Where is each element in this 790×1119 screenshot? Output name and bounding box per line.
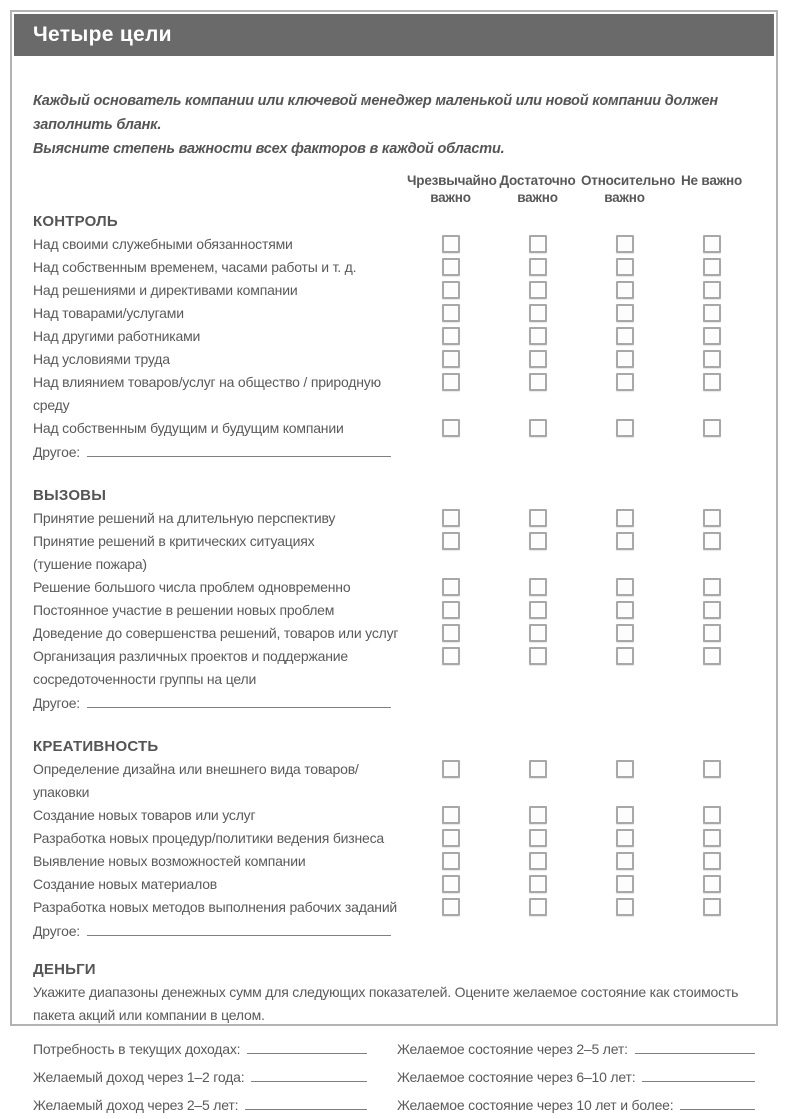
checkbox[interactable] — [529, 647, 547, 665]
item-label-line: Создание новых материалов — [33, 876, 218, 892]
form-page — [10, 10, 778, 1113]
item-label-line: Постоянное участие в решении новых проблем — [33, 602, 335, 618]
checkbox[interactable] — [442, 304, 460, 322]
money-intro-line: Укажите диапазоны денежных сумм для следующих показателей. Оцените желаемое состояние как стоимость — [33, 984, 739, 1000]
item-row — [33, 599, 755, 622]
checkbox[interactable] — [442, 624, 460, 642]
money-fill-line[interactable] — [251, 1062, 367, 1082]
checkbox[interactable] — [442, 875, 460, 893]
checkbox-cell — [407, 691, 494, 714]
checkbox-cell — [668, 896, 755, 919]
item-row — [33, 645, 755, 691]
item-label — [33, 576, 407, 599]
item-row — [33, 576, 755, 599]
checkbox[interactable] — [442, 806, 460, 824]
checkbox-cell — [581, 873, 668, 896]
checkbox[interactable] — [529, 852, 547, 870]
checkbox[interactable] — [529, 760, 547, 778]
money-fill-line[interactable] — [247, 1034, 367, 1054]
money-field — [33, 1090, 367, 1118]
checkbox-cell — [581, 896, 668, 919]
intro-line: Каждый основатель компании или ключевой менеджер маленькой или новой компании должен заполнить бланк. — [33, 93, 718, 133]
checkbox[interactable] — [703, 258, 721, 276]
checkbox[interactable] — [529, 419, 547, 437]
checkbox[interactable] — [442, 258, 460, 276]
item-label — [33, 850, 407, 873]
checkbox-cell — [581, 302, 668, 325]
checkbox[interactable] — [616, 304, 634, 322]
money-field-label: Желаемый доход через 1–2 года: — [33, 1069, 245, 1085]
item-row — [33, 530, 755, 576]
checkbox-cell — [494, 325, 581, 348]
section — [33, 210, 755, 464]
checkbox[interactable] — [703, 578, 721, 596]
checkbox[interactable] — [616, 601, 634, 619]
item-label — [33, 827, 407, 850]
money-field-label: Желаемый доход через 2–5 лет: — [33, 1097, 239, 1113]
checkbox[interactable] — [616, 281, 634, 299]
other-row — [33, 691, 755, 715]
checkbox-cell — [581, 919, 668, 942]
checkbox-cell — [668, 530, 755, 553]
item-label — [33, 599, 407, 622]
checkbox[interactable] — [616, 760, 634, 778]
money-field — [397, 1062, 755, 1090]
checkbox[interactable] — [616, 829, 634, 847]
item-row — [33, 850, 755, 873]
checkbox-cell — [581, 804, 668, 827]
item-row — [33, 507, 755, 530]
item-label-line: Разработка новых процедур/политики ведения бизнеса — [33, 830, 385, 846]
checkbox-cell — [407, 256, 494, 279]
column-header: Не важно — [680, 173, 742, 188]
title-bar — [14, 14, 774, 56]
checkbox-cell — [494, 417, 581, 440]
item-label-line: Принятие решений на длительную перспективу — [33, 510, 336, 526]
checkbox-cell — [581, 599, 668, 622]
checkbox[interactable] — [529, 829, 547, 847]
money-grid — [33, 1034, 755, 1118]
money-field — [397, 1090, 755, 1118]
checkbox-cell — [494, 804, 581, 827]
checkbox-cell — [581, 576, 668, 599]
checkbox-cell — [581, 507, 668, 530]
checkbox[interactable] — [616, 327, 634, 345]
item-label — [33, 371, 407, 417]
checkbox[interactable] — [703, 235, 721, 253]
checkbox[interactable] — [703, 281, 721, 299]
item-label-line: Решение большого числа проблем одновременно — [33, 579, 351, 595]
checkbox-cell — [494, 530, 581, 553]
checkbox[interactable] — [442, 532, 460, 550]
checkbox-cell — [407, 850, 494, 873]
checkbox-cell — [668, 850, 755, 873]
item-label-line: Над собственным будущим и будущим компании — [33, 420, 344, 436]
checkbox[interactable] — [442, 281, 460, 299]
money-intro-line: пакета акций или компании в целом. — [33, 1007, 265, 1023]
money-fill-line[interactable] — [680, 1090, 755, 1110]
item-label — [33, 873, 407, 896]
checkbox-cell — [581, 645, 668, 668]
item-label-line: Определение дизайна или внешнего вида товаров/упаковки — [33, 761, 359, 800]
section-heading: ВЫЗОВЫ — [33, 487, 107, 504]
checkbox-cell — [581, 758, 668, 781]
item-label-line: Над собственным временем, часами работы и т. д. — [33, 259, 357, 275]
checkbox[interactable] — [616, 258, 634, 276]
other-label: Другое: — [33, 695, 80, 711]
column-header: Чрезвычайно важно — [407, 173, 497, 205]
checkbox[interactable] — [703, 350, 721, 368]
item-label — [33, 507, 407, 530]
checkbox-cell — [668, 691, 755, 714]
checkbox-cell — [494, 758, 581, 781]
checkbox[interactable] — [616, 509, 634, 527]
money-field-label: Потребность в текущих доходах: — [33, 1041, 241, 1057]
checkbox[interactable] — [442, 327, 460, 345]
checkbox-cell — [407, 896, 494, 919]
checkbox[interactable] — [616, 350, 634, 368]
item-label — [33, 804, 407, 827]
section-heading: КОНТРОЛЬ — [33, 213, 118, 230]
checkbox[interactable] — [703, 806, 721, 824]
checkbox[interactable] — [442, 647, 460, 665]
checkbox[interactable] — [442, 898, 460, 916]
checkbox[interactable] — [703, 304, 721, 322]
checkbox[interactable] — [703, 898, 721, 916]
checkbox-cell — [668, 302, 755, 325]
checkbox-cell — [668, 417, 755, 440]
checkbox-cell — [668, 599, 755, 622]
other-fill-line[interactable] — [87, 919, 391, 936]
checkbox-cell — [494, 599, 581, 622]
checkbox[interactable] — [703, 532, 721, 550]
checkbox[interactable] — [703, 601, 721, 619]
item-label — [33, 758, 407, 804]
checkbox-cell — [407, 599, 494, 622]
checkbox-cell — [407, 873, 494, 896]
page-title: Четыре цели — [33, 23, 172, 46]
item-row — [33, 896, 755, 919]
checkbox-cell — [668, 279, 755, 302]
other-row — [33, 919, 755, 943]
item-label — [33, 417, 407, 440]
item-label-line: Принятие решений в критических ситуациях — [33, 533, 315, 549]
checkbox-cell — [407, 507, 494, 530]
checkbox-cell — [668, 256, 755, 279]
checkbox-cell — [407, 827, 494, 850]
item-label — [33, 325, 407, 348]
checkbox-cell — [407, 325, 494, 348]
checkbox-cell — [494, 622, 581, 645]
money-fill-line[interactable] — [635, 1034, 755, 1054]
checkbox[interactable] — [442, 578, 460, 596]
checkbox-cell — [668, 758, 755, 781]
money-field-label: Желаемое состояние через 6–10 лет: — [397, 1069, 636, 1085]
item-row — [33, 804, 755, 827]
checkbox-cell — [668, 440, 755, 463]
item-label — [33, 302, 407, 325]
checkbox[interactable] — [442, 601, 460, 619]
checkbox-cell — [581, 417, 668, 440]
checkbox-cell — [668, 233, 755, 256]
section — [33, 484, 755, 715]
checkbox[interactable] — [529, 532, 547, 550]
checkbox-cell — [494, 896, 581, 919]
checkbox[interactable] — [529, 281, 547, 299]
checkbox-cell — [581, 371, 668, 394]
checkbox-cell — [494, 371, 581, 394]
checkbox[interactable] — [703, 829, 721, 847]
checkbox-cell — [494, 279, 581, 302]
checkbox[interactable] — [616, 373, 634, 391]
checkbox-cell — [494, 691, 581, 714]
checkbox-cell — [494, 440, 581, 463]
checkbox[interactable] — [529, 373, 547, 391]
money-heading: ДЕНЬГИ — [33, 961, 96, 978]
item-label-line: Создание новых товаров или услуг — [33, 807, 256, 823]
checkbox[interactable] — [616, 624, 634, 642]
item-row — [33, 279, 755, 302]
checkbox[interactable] — [442, 235, 460, 253]
checkbox[interactable] — [703, 647, 721, 665]
checkbox-cell — [407, 758, 494, 781]
checkbox-cell — [494, 873, 581, 896]
item-row — [33, 758, 755, 804]
checkbox[interactable] — [442, 760, 460, 778]
checkbox[interactable] — [703, 875, 721, 893]
item-label — [33, 645, 407, 691]
checkbox-cell — [494, 919, 581, 942]
checkbox-cell — [581, 325, 668, 348]
checkbox[interactable] — [703, 852, 721, 870]
intro-line: Выясните степень важности всех факторов в каждой области. — [33, 141, 505, 157]
checkbox-cell — [407, 279, 494, 302]
checkbox[interactable] — [703, 509, 721, 527]
checkbox-cell — [407, 645, 494, 668]
other-fill-line[interactable] — [87, 440, 391, 457]
checkbox[interactable] — [616, 875, 634, 893]
checkbox[interactable] — [616, 235, 634, 253]
money-field-label: Желаемое состояние через 2–5 лет: — [397, 1041, 628, 1057]
item-row — [33, 325, 755, 348]
checkbox[interactable] — [442, 829, 460, 847]
checkbox[interactable] — [529, 898, 547, 916]
checkbox[interactable] — [442, 350, 460, 368]
checkbox-cell — [668, 919, 755, 942]
item-row — [33, 256, 755, 279]
checkbox[interactable] — [703, 373, 721, 391]
checkbox[interactable] — [529, 578, 547, 596]
checkbox-cell — [407, 417, 494, 440]
sections — [33, 210, 755, 943]
checkbox-cell — [668, 576, 755, 599]
item-label — [33, 440, 407, 464]
other-label: Другое: — [33, 444, 80, 460]
item-row — [33, 622, 755, 645]
checkbox-cell — [494, 256, 581, 279]
checkbox-cell — [407, 530, 494, 553]
checkbox[interactable] — [616, 898, 634, 916]
item-label-line: Выявление новых возможностей компании — [33, 853, 306, 869]
checkbox-cell — [581, 827, 668, 850]
other-fill-line[interactable] — [87, 691, 391, 708]
checkbox-cell — [668, 873, 755, 896]
checkbox-cell — [581, 233, 668, 256]
checkbox[interactable] — [616, 647, 634, 665]
checkbox-cell — [494, 850, 581, 873]
checkbox[interactable] — [529, 875, 547, 893]
item-label-line: Доведение до совершенства решений, товаров или услуг — [33, 625, 399, 641]
item-label — [33, 622, 407, 645]
checkbox-cell — [668, 348, 755, 371]
checkbox-cell — [407, 233, 494, 256]
money-section — [33, 958, 755, 1118]
checkbox-cell — [407, 348, 494, 371]
checkbox-cell — [581, 279, 668, 302]
checkbox[interactable] — [529, 601, 547, 619]
checkbox[interactable] — [529, 509, 547, 527]
checkbox[interactable] — [703, 419, 721, 437]
checkbox-cell — [407, 302, 494, 325]
checkbox-cell — [407, 576, 494, 599]
item-label — [33, 919, 407, 943]
item-label-line: Над решениями и директивами компании — [33, 282, 298, 298]
section — [33, 735, 755, 943]
item-row — [33, 873, 755, 896]
checkbox[interactable] — [616, 532, 634, 550]
section-heading: КРЕАТИВНОСТЬ — [33, 738, 159, 755]
item-label — [33, 279, 407, 302]
checkbox[interactable] — [616, 806, 634, 824]
checkbox-cell — [581, 691, 668, 714]
checkbox-cell — [668, 804, 755, 827]
item-label-line: Разработка новых методов выполнения рабочих заданий — [33, 899, 398, 915]
item-row — [33, 827, 755, 850]
item-label-line: Над другими работниками — [33, 328, 201, 344]
checkbox-cell — [407, 371, 494, 394]
money-fill-line[interactable] — [642, 1062, 755, 1082]
checkbox-cell — [407, 919, 494, 942]
column-header: Достаточно важно — [499, 173, 576, 205]
checkbox-cell — [494, 827, 581, 850]
item-row — [33, 348, 755, 371]
checkbox[interactable] — [529, 624, 547, 642]
checkbox[interactable] — [529, 235, 547, 253]
item-label — [33, 896, 407, 919]
checkbox-cell — [494, 348, 581, 371]
item-label — [33, 256, 407, 279]
checkbox-cell — [668, 622, 755, 645]
checkbox-cell — [581, 850, 668, 873]
rating-header — [33, 170, 755, 206]
item-label — [33, 691, 407, 715]
checkbox[interactable] — [616, 578, 634, 596]
checkbox[interactable] — [529, 327, 547, 345]
item-label-line: (тушение пожара) — [33, 556, 147, 572]
checkbox-cell — [494, 576, 581, 599]
item-label-line: Над влиянием товаров/услуг на общество / природную среду — [33, 374, 381, 413]
checkbox-cell — [581, 622, 668, 645]
checkbox[interactable] — [703, 760, 721, 778]
checkbox[interactable] — [529, 806, 547, 824]
item-label — [33, 233, 407, 256]
checkbox-cell — [407, 440, 494, 463]
checkbox[interactable] — [529, 350, 547, 368]
checkbox-cell — [494, 645, 581, 668]
item-row — [33, 371, 755, 417]
intro-text — [33, 89, 755, 161]
item-row — [33, 233, 755, 256]
checkbox-cell — [668, 371, 755, 394]
item-label-line: Организация различных проектов и поддержание — [33, 648, 348, 664]
other-row — [33, 440, 755, 464]
money-field — [33, 1034, 367, 1062]
item-row — [33, 417, 755, 440]
item-label-line: Над своими служебными обязанностями — [33, 236, 293, 252]
checkbox[interactable] — [442, 419, 460, 437]
checkbox-cell — [668, 827, 755, 850]
checkbox[interactable] — [703, 327, 721, 345]
checkbox-cell — [668, 645, 755, 668]
checkbox-cell — [494, 233, 581, 256]
item-label — [33, 348, 407, 371]
item-label-line: сосредоточенности группы на цели — [33, 671, 257, 687]
checkbox-cell — [668, 325, 755, 348]
checkbox[interactable] — [442, 852, 460, 870]
checkbox[interactable] — [616, 852, 634, 870]
other-label: Другое: — [33, 923, 80, 939]
checkbox-cell — [494, 507, 581, 530]
checkbox[interactable] — [529, 258, 547, 276]
item-label — [33, 530, 407, 576]
checkbox-cell — [668, 507, 755, 530]
item-label-line: Над товарами/услугами — [33, 305, 184, 321]
checkbox-cell — [581, 440, 668, 463]
checkbox[interactable] — [442, 373, 460, 391]
money-field — [397, 1034, 755, 1062]
item-row — [33, 302, 755, 325]
checkbox-cell — [581, 348, 668, 371]
money-field — [33, 1062, 367, 1090]
money-fill-line[interactable] — [245, 1090, 367, 1110]
checkbox[interactable] — [442, 509, 460, 527]
checkbox-cell — [494, 302, 581, 325]
checkbox-cell — [581, 256, 668, 279]
money-field-label: Желаемое состояние через 10 лет и более: — [397, 1097, 674, 1113]
checkbox[interactable] — [616, 419, 634, 437]
money-intro — [33, 981, 755, 1027]
checkbox[interactable] — [529, 304, 547, 322]
form-content — [14, 89, 774, 1118]
column-header: Относительно важно — [581, 173, 676, 205]
item-label-line: Над условиями труда — [33, 351, 170, 367]
checkbox[interactable] — [703, 624, 721, 642]
checkbox-cell — [581, 530, 668, 553]
checkbox-cell — [407, 622, 494, 645]
checkbox-cell — [407, 804, 494, 827]
